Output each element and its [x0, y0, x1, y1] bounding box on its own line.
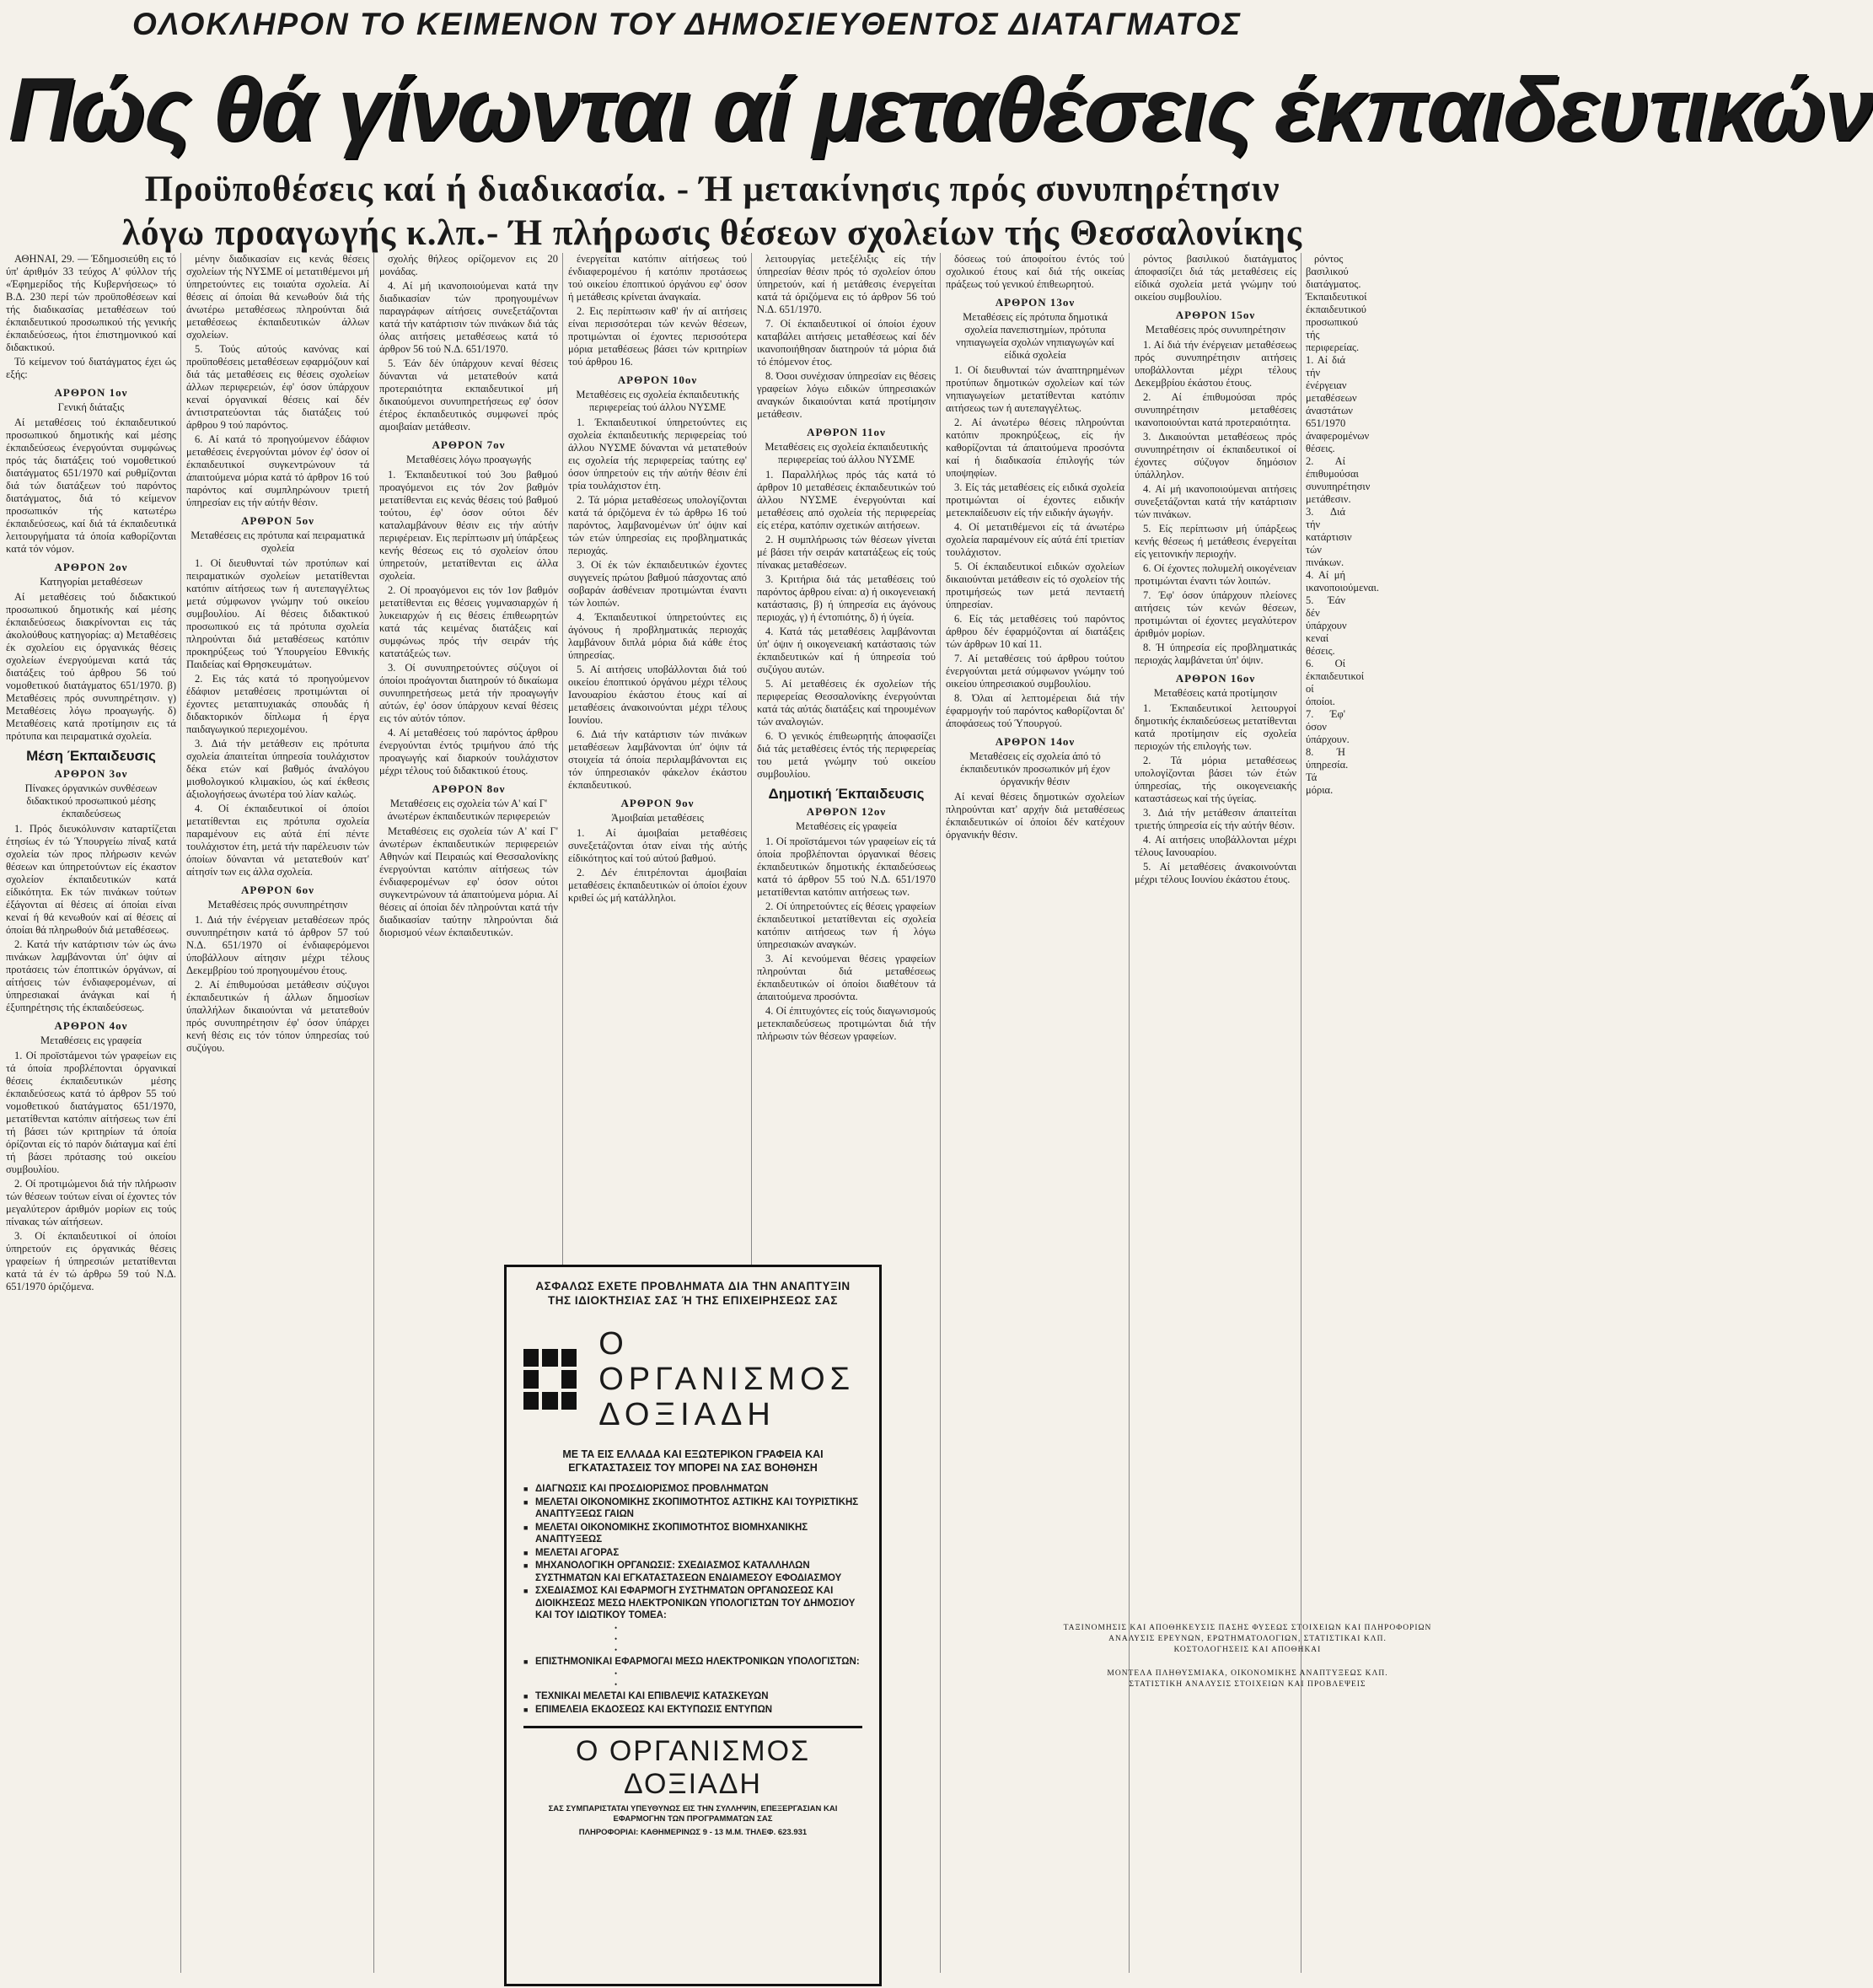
ad-service-item: ■ ΜΕΛΕΤΑΙ ΑΓΟΡΑΣ	[523, 1547, 862, 1560]
paragraph: 1. Οί διευθυνταί τών άναπτηρημένων προτύπων δημοτικών σχολείων καί τών νηπιαγωγείων μετατίθενται κατόπιν αιτήσεως των ή αυτεπαγγέλτως.	[946, 364, 1124, 414]
article-heading: ΑΡΘΡΟΝ 1ον	[54, 386, 128, 399]
paragraph: ένεργείται κατόπιν αίτήσεως τού ένδιαφερομένου ή κατόπιν προτάσεως τού οικείου έποπτικού όργάνου εφ' όσον ή μετάθεσις κρίνεται άναγκαία.	[568, 253, 747, 303]
paragraph: 3. Είς τάς μεταθέσεις είς ειδικά σχολεία προτιμώνται οί έχοντες ειδικήν μετεκπαίδευσιν είς τήν ειδικήν άγωγήν.	[946, 481, 1124, 518]
ad-subservice-item: • ΜΟΝΤΕΛΑ ΠΛΗΘΥΣΜΙΑΚΑ, ΟΙΚΟΝΟΜΙΚΗΣ ΑΝΑΠΤΥΞΕΩΣ ΚΛΠ.	[599, 1668, 1872, 1679]
paragraph: Αί μεταθέσεις τού έκπαιδευτικού προσωπικού δημοτικής καί μέσης έκπαιδεύσεως ένεργούνται συμφώνως πρός τάς διατάξεις τού νομοθετικού διατάγματος 651/1970 καί ρυθμίζονται διά τών διατάξεων τού παρόντος διατάγματος, διά τό κείμενον προσωπικόν τής κατωτέρω έκπαιδεύσεως, καί διά τά έκπαιδευτικά λειτουργήματα τά όποία καθορίζονται κατά τόν νόμον.	[6, 416, 176, 555]
ad-subservice-item: • ΚΟΣΤΟΛΟΓΗΣΕΙΣ ΚΑΙ ΑΠΟΘΗΚΑΙ	[599, 1645, 1872, 1655]
ad-service-item: ■ ΕΠΙΣΤΗΜΟΝΙΚΑΙ ΕΦΑΡΜΟΓΑΙ ΜΕΣΩ ΗΛΕΚΤΡΟΝΙΚΩΝ ΥΠΟΛΟΓΙΣΤΩΝ:	[523, 1656, 862, 1668]
paragraph: 2. Οί προτιμώμενοι διά τήν πλήρωσιν τών θέσεων τούτων είναι οί έχοντες τόν μεγαλύτερον άριθμόν μορίων εις τούς πίνακας τών αίτήσεων.	[6, 1178, 176, 1228]
section-heading: Δημοτική Έκπαιδευσις	[768, 786, 925, 802]
paragraph: 4. Έκπαιδευτικοί ύπηρετούντες εις άγόνους ή προβληματικάς περιοχάς λαμβάνουν διπλά μόρια διά κάθε έτος ύπηρεσίας.	[568, 611, 747, 661]
ad-services-list	[523, 1483, 1432, 1716]
paragraph: 2. Αί έπιθυμούσαι πρός συνυπηρέτησιν μεταθέσεις ικανοποιούνται κατά προτεραιότητα.	[1135, 391, 1296, 428]
paragraph: 1. Έκπαιδευτικοί ύπηρετούντες εις σχολεία έκπαιδευτικής περιφερείας τού άλλου ΝΥΣΜΕ δύνανται νά μετατεθούν εις σχολεία τής περιφερείας ταύτης εφ' όσον ύπηρετούν εις τήν αύτήν θέσιν έπί τρία τουλάχιστον έτη.	[568, 416, 747, 492]
paragraph: 2. Τά μόρια μεταθέσεως υπολογίζονται κατά τά όριζόμενα έν τώ άρθρω 16 τού παρόντος, λαμβανομένων ύπ' όψιν καί τών ετών ύπηρεσίας εις προβληματικάς περιοχάς.	[568, 494, 747, 556]
paragraph: ρόντος βασιλικού διατάγματος άποφασίζει διά τάς μεταθέσεις είς είδικά σχολεία μετά γνώμην τού οικείου συμβουλίου.	[1135, 253, 1296, 303]
paragraph: 3. Διά τήν μετάθεσιν εις πρότυπα σχολεία άπαιτείται ύπηρεσία τουλάχιστον δέκα ετών καί βαθμός άναλόγου μισθολογικού κλιμακίου, ώς καί έκθεσις άξιολογήσεως άνωτέρα τού λίαν καλώς.	[186, 738, 369, 800]
article-subheading: Μεταθέσεις πρός συνυπηρέτησιν	[207, 899, 348, 911]
advertisement	[504, 1265, 1432, 1986]
column-rule	[373, 253, 374, 1973]
paragraph: 2. Οί προαγόμενοι εις τόν 1ον βαθμόν μετατίθενται εις θέσεις γυμνασιαρχών ή λυκειαρχών ή εις θέσεις έπιθεωρητών κατά τάς κειμένας διατάξεις καί συμφώνως πρός τήν σειράν τής κατατάξεώς των.	[379, 584, 558, 659]
ad-headline: ΑΣΦΑΛΩΣ ΕΧΕΤΕ ΠΡΟΒΛΗΜΑΤΑ ΔΙΑ ΤΗΝ ΑΝΑΠΤΥΞΙΝ ΤΗΣ ΙΔΙΟΚΤΗΣΙΑΣ ΣΑΣ Ή ΤΗΣ ΕΠΙΧΕΙΡΗΣΕΩΣ ΣΑΣ	[535, 1280, 851, 1307]
paragraph: 4. Οί έπιτυχόντες είς τούς διαγωνισμούς μετεκπαιδεύσεως προτιμώνται διά τήν πλήρωσιν τών θέσεων γραφείων.	[757, 1005, 936, 1042]
paragraph: δόσεως τού άποφοίτου έντός τού σχολικού έτους καί διά τής οικείας πράξεως τού γενικού έπιθεωρητού.	[946, 253, 1124, 290]
paragraph: 6. Αί κατά τό προηγούμενον έδάφιον μεταθέσεις ένεργούνται μόνον έφ' όσον οί έκπαιδευτικοί συγκεντρώνουν τά άπαιτούμενα μόρια κατά τό άρθρον 16 τού παρόντος καί συμπληρώνουν τριετή ύπηρεσίαν εις τήν αύτήν θέσιν.	[186, 433, 369, 508]
ad-brand-line-1: Ο ΟΡΓΑΝΙΣΜΟΣ	[598, 1326, 856, 1397]
ad-subservice-item: • ΤΑΞΙΝΟΜΗΣΙΣ ΚΑΙ ΑΠΟΘΗΚΕΥΣΙΣ ΠΑΣΗΣ ΦΥΣΕΩΣ ΣΤΟΙΧΕΙΩΝ ΚΑΙ ΠΛΗΡΟΦΟΡΙΩΝ	[599, 1623, 1872, 1633]
paragraph: σχολής θήλεος ορίζομενον εις 20 μονάδας.	[379, 253, 558, 277]
article-heading: ΑΡΘΡΟΝ 6ον	[241, 884, 314, 896]
article-column-1	[3, 253, 180, 1988]
paragraph: 5. Αί μεταθέσεις άνακοινούνται μέχρι τέλους Ιουνίου έκάστου έτους.	[1135, 861, 1296, 885]
article-heading: ΑΡΘΡΟΝ 2ον	[54, 561, 128, 573]
article-subheading: Κατηγορίαι μεταθέσεων	[40, 576, 142, 588]
paragraph: 2. Κατά τήν κατάρτισιν τών ώς άνω πινάκων λαμβάνονται ύπ' όψιν αί προτάσεις τών έποπτικών όργάνων, αί αίτήσεις τών ένδιαφερομένων, αί ύπηρεσιακαί άνάγκαι καί ή έξυπηρέτησις τής έκπαιδεύσεως.	[6, 938, 176, 1013]
article-column-7	[1131, 253, 1300, 1988]
paragraph: 2. Αί άνωτέρω θέσεις πληρούνται κατόπιν προκηρύξεως, είς ήν καθορίζονται τά άπαιτούμενα προσόντα καί ή διαδικασία έπιλογής τών υποψηφίων.	[946, 416, 1124, 479]
paragraph: 8. Όλαι αί λεπτομέρειαι διά τήν έφαρμογήν τού παρόντος καθορίζονται δι' άποφάσεως τού Ύπουργού.	[946, 692, 1124, 729]
ad-service-item: ■ ΜΕΛΕΤΑΙ ΟΙΚΟΝΟΜΙΚΗΣ ΣΚΟΠΙΜΟΤΗΤΟΣ ΒΙΟΜΗΧΑΝΙΚΗΣ ΑΝΑΠΤΥΞΕΩΣ	[523, 1522, 862, 1546]
ad-footer	[523, 1726, 862, 1838]
kicker: ΟΛΟΚΛΗΡΟΝ ΤΟ ΚΕΙΜΕΝΟΝ ΤΟΥ ΔΗΜΟΣΙΕΥΘΕΝΤΟΣ ΔΙΑΤΑΓΜΑΤΟΣ	[131, 7, 1242, 41]
subheadline-2: λόγω προαγωγής κ.λπ.- Ή πλήρωσις θέσεων σχολείων τής Θεσσαλονίκης	[121, 213, 1303, 253]
paragraph: 2. Οί ύπηρετούντες είς θέσεις γραφείων έκπαιδευτικοί μετατίθενται είς σχολεία κατόπιν αιτήσεως των ή λόγω ύπηρεσιακών αναγκών.	[757, 900, 936, 950]
paragraph: 4. Αί μή ικανοποιούμεναι αιτήσεις συνεξετάζονται κατά τήν κατάρτισιν τών πινάκων.	[1135, 483, 1296, 520]
paragraph: 1. Οί προϊστάμενοι τών γραφείων είς τά όποία προβλέπονται όργανικαί θέσεις έκπαιδευτικών δημοτικής έκπαιδεύσεως κατά τό άρθρον 55 τού Ν.Δ. 651/1970 μετατίθενται κατόπιν αιτήσεως των.	[757, 835, 936, 898]
article-subheading: Μεταθέσεις λόγω προαγωγής	[406, 454, 531, 465]
ad-footer-tagline: ΣΑΣ ΣΥΜΠΑΡΙΣΤΑΤΑΙ ΥΠΕΥΘΥΝΩΣ ΕΙΣ ΤΗΝ ΣΥΛΛΗΨΙΝ, ΕΠΕΞΕΡΓΑΣΙΑΝ ΚΑΙ ΕΦΑΡΜΟΓΗΝ ΤΩΝ ΠΡΟΓΡΑΜΜΑΤΩΝ ΣΑΣ	[548, 1804, 838, 1824]
article-column-2	[183, 253, 373, 1988]
paragraph: 2. Τά μόρια μεταθέσεως υπολογίζονται βάσει τών έτών ύπηρεσίας, τής οικογενειακής καταστάσεως καί τής ύγείας.	[1135, 755, 1296, 804]
paragraph: 6. Είς τάς μεταθέσεις τού παρόντος άρθρου δέν έφαρμόζονται αί διατάξεις τών άρθρων 10 καί 11.	[946, 613, 1124, 650]
paragraph: 5. Οί έκπαιδευτικοί ειδικών σχολείων δικαιούνται μετάθεσιν είς τό σχολείον τής προτιμήσεώς των μετά πενταετή ύπηρεσίαν.	[946, 561, 1124, 610]
paragraph: 7. Έφ' όσον ύπάρχουν πλείονες αιτήσεις τών κενών θέσεων, προτιμώνται οί έχοντες μεγαλύτερον άριθμόν μορίων.	[1135, 589, 1296, 639]
article-heading: ΑΡΘΡΟΝ 7ον	[432, 438, 506, 451]
paragraph: 1. Έκπαιδευτικοί τού 3ου βαθμού προαγόμενοι εις τόν 2ον βαθμόν μετατίθενται εις κενάς θέσεις τού βαθμού τούτου, έφ' όσον ούτοι δέν καταλαμβάνουν θέσιν εις τήν αύτήν περιφέρειαν. Εις περίπτωσιν μή ύπάρξεως κενής θέσεως εις τό σχολείον όπου ύπηρετούν, μετατίθενται εις άλλα σχολεία.	[379, 469, 558, 582]
ad-service-item: ■ ΕΠΙΜΕΛΕΙΑ ΕΚΔΟΣΕΩΣ ΚΑΙ ΕΚΤΥΠΩΣΙΣ ΕΝΤΥΠΩΝ	[523, 1704, 862, 1717]
article-subheading: Μεταθέσεις είς γραφεία	[796, 820, 897, 832]
article-subheading: Άμοιβαίαι μεταθέσεις	[611, 812, 704, 824]
article-subheading: Μεταθέσεις εις σχολεία έκπαιδευτικής περιφερείας τού άλλου ΝΥΣΜΕ	[576, 389, 739, 413]
paragraph: 3. Οί έκ τών έκπαιδευτικών έχοντες συγγενείς πρώτου βαθμού πάσχοντας από σοβαράν άσθένειαν προτιμώνται έναντι τών λοιπών.	[568, 559, 747, 609]
ad-service-item: ■ ΤΕΧΝΙΚΑΙ ΜΕΛΕΤΑΙ ΚΑΙ ΕΠΙΒΛΕΨΙΣ ΚΑΤΑΣΚΕΥΩΝ	[523, 1690, 862, 1703]
paragraph: 4. Αί μή ικανοποιούμεναι κατά την διαδικασίαν τών προηγουμένων παραγράφων αίτήσεις συνεξετάζονται κατά τήν κατάρτισιν τών πινάκων διά τάς όλας αιτήσεις μεταθέσεως κατά τό άρθρον 56 τού Ν.Δ. 651/1970.	[379, 280, 558, 355]
paragraph: 2. Αί έπιθυμούσαι μετάθεσιν σύζυγοι έκπαιδευτικών ή άλλων δημοσίων ύπαλλήλων δικαιούνται νά μετατεθούν πρός συνυπηρέτησιν έφ' όσον ύπάρχει κενή θέσις εις τόν τόπον ύπηρεσίας τού συζύγου.	[186, 979, 369, 1054]
ad-service-item: ■ ΣΧΕΔΙΑΣΜΟΣ ΚΑΙ ΕΦΑΡΜΟΓΗ ΣΥΣΤΗΜΑΤΩΝ ΟΡΓΑΝΩΣΕΩΣ ΚΑΙ ΔΙΟΙΚΗΣΕΩΣ ΜΕΣΩ ΗΛΕΚΤΡΟΝΙΚΩΝ ΥΠΟΛΟΓΙΣΤΩΝ ΤΟΥ ΔΗΜΟΣΙΟΥ ΚΑΙ ΤΟΥ ΙΔΙΩΤΙΚΟΥ ΤΟΜΕΑ:	[523, 1585, 862, 1622]
paragraph: 5. Έάν δέν ύπάρχουν κεναί θέσεις δύνανται νά μετατεθούν κατά προτεραιότητα εκπαιδευτικοί μή δικαιούμενοι συνυπηρετήσεως εφ' όσον έτέρος έκπαιδευτικός συμφωνεί πρός αμοιβαίαν μετάθεσιν.	[379, 357, 558, 433]
article-column-6	[942, 253, 1128, 1988]
article-heading: ΑΡΘΡΟΝ 4ον	[54, 1019, 128, 1032]
paragraph: 1. Πρός διευκόλυνσιν καταρτίζεται έτησίως έν τώ Ύπουργείω πίναξ κατά σχολεία τών προς πλήρωσιν κενών θέσεων και ύπηρετούντων είς έκαστον σχολείον έκπαιδευτικών κατά είδικότητα. Εκ τών πινάκων τούτων έξάγονται αί θέσεις αί όποίαι είναι κεναί ή θά κενωθούν καί αί θέσεις αί όποίαι θά πληρωθούν διά μεταθέσεως.	[6, 823, 176, 936]
paragraph: 1. Οί διευθυνταί τών προτύπων καί πειραματικών σχολείων μετατίθενται κατόπιν αίτήσεως των ή αυτεπαγγέλτως μετά σύμφωνον γνώμην τού οικείου συμβουλίου. Αί θέσεις διδακτικού προσωπικού εις τά πρότυπα σχολεία πληρούνται διά μεταθέσεως κατόπιν προκηρύξεως τού Ύπουργείου Εθνικής Παιδείας καί Θρησκευμάτων.	[186, 557, 369, 670]
paragraph: 5. Τούς αύτούς κανόνας καί προϋποθέσεις μεταθέσεων εφαρμόζουν καί διά τάς μεταθέσεις εις θέσεις σχολείων άλλων περιφερειών, έφ' όσον ύπάρχουν κεναί όργανικαί θέσεις καί δέν άντιστρατεύονται τάς διατάξεις τού άρθρου 9 τού παρόντος.	[186, 343, 369, 431]
article-subheading: Μεταθέσεις πρός συνυπηρέτησιν	[1146, 324, 1285, 336]
ad-footer-brand: Ο ΟΡΓΑΝΙΣΜΟΣ ΔΟΞΙΑΔΗ	[575, 1735, 811, 1800]
paragraph: 8. Όσοι συνέχισαν ύπηρεσίαν εις θέσεις γραφείων λόγω ειδικών ύπηρεσιακών αναγκών δικαιούνται κατά προτίμησιν μετάθεσιν.	[757, 370, 936, 420]
ad-service-item: ■ ΜΕΛΕΤΑΙ ΟΙΚΟΝΟΜΙΚΗΣ ΣΚΟΠΙΜΟΤΗΤΟΣ ΑΣΤΙΚΗΣ ΚΑΙ ΤΟΥΡΙΣΤΙΚΗΣ ΑΝΑΠΤΥΞΕΩΣ ΓΑΙΩΝ	[523, 1496, 862, 1521]
paragraph: 6. Οί έχοντες πολυμελή οικογένειαν προτιμώνται έναντι τών λοιπών.	[1135, 562, 1296, 587]
ad-brand	[523, 1326, 862, 1432]
article-subheading: Μεταθέσεις είς πρότυπα δημοτικά σχολεία πανεπιστημίων, πρότυπα νηπιαγωγεία σχολών νηπιαγωγών καί είδικά σχολεία	[956, 311, 1114, 361]
article-heading: ΑΡΘΡΟΝ 5ον	[241, 514, 314, 527]
ad-brand-line-2: ΔΟΞΙΑΔΗ	[598, 1397, 775, 1432]
intro-paragraph: Τό κείμενον τού διατάγματος έχει ώς εξής:	[6, 356, 176, 380]
article-heading: ΑΡΘΡΟΝ 12ον	[806, 805, 887, 818]
paragraph: 3. Διά τήν μετάθεσιν άπαιτείται τριετής ύπηρεσία είς τήν αύτήν θέσιν.	[1135, 807, 1296, 831]
ad-subservice-item: • ΑΝΑΛΥΣΙΣ ΕΡΕΥΝΩΝ, ΕΡΩΤΗΜΑΤΟΛΟΓΙΩΝ, ΣΤΑΤΙΣΤΙΚΑΙ ΚΛΠ.	[599, 1634, 1872, 1644]
article-heading: ΑΡΘΡΟΝ 15ον	[1175, 309, 1256, 321]
paragraph: 7. Οί έκπαιδευτικοί οί όποίοι έχουν καταβάλει αιτήσεις μεταθέσεως καί δέν ικανοποιήθησαν διατηρούν τά μόρια διά τό έπόμενον έτος.	[757, 318, 936, 368]
ad-brand-name	[598, 1326, 862, 1432]
paragraph: 3. Δικαιούνται μεταθέσεως πρός συνυπηρέτησιν οί έκπαιδευτικοί οί έχοντες σύζυγον δημόσιον ύπάλληλον.	[1135, 431, 1296, 481]
article-subheading: Μεταθέσεις εις σχολεία τών Α' καί Γ' άνωτέρων έκπαιδευτικών περιφερειών	[387, 798, 550, 822]
paragraph: Μεταθέσεις εις σχολεία τών Α' καί Γ' άνωτέρων έκπαιδευτικών περιφερειών Αθηνών καί Πειραιώς καί Θεσσαλονίκης ένεργούνται κατόπιν αίτήσεως τών ένδιαφερομένων εφ' όσον ούτοι συγκεντρώνουν τά άπαιτούμενα μόρια. Αί θέσεις αί όποίαι δέν πληρούνται κατά τήν διαδικασίαν ταύτην πληρούνται διά διορισμού νέων έκπαιδευτικών.	[379, 825, 558, 938]
article-subheading: Μεταθέσεις είς σχολεία άπό τό έκπαιδευτικόν προσωπικόν μή έχον όργανικήν θέσιν	[960, 750, 1110, 787]
paragraph: 4. Οί μετατιθέμενοι είς τά άνωτέρω σχολεία παραμένουν είς αύτά έπί τριετίαν τουλάχιστον.	[946, 521, 1124, 558]
article-subheading: Γενική διάταξις	[57, 401, 125, 413]
article-subheading: Πίνακες όργανικών συνθέσεων διδακτικού προσωπικού μέσης έκπαιδεύσεως	[24, 782, 158, 819]
article-column-8	[1302, 253, 1380, 1988]
paragraph: 7. Αί μεταθέσεις τού άρθρου τούτου ένεργούνται μετά σύμφωνον γνώμην τού οικείου ύπηρεσιακού συμβουλίου.	[946, 653, 1124, 690]
paragraph: 8. Ή ύπηρεσία είς προβληματικάς περιοχάς λαμβάνεται ύπ' όψιν.	[1135, 642, 1296, 666]
paragraph: 1. Αί άμοιβαίαι μεταθέσεις συνεξετάζονται όταν είναι τής αύτής είδικότητος καί τού αύτού βαθμού.	[568, 827, 747, 864]
paragraph: 4. Οί έκπαιδευτικοί οί όποίοι μετατίθενται εις πρότυπα σχολεία παραμένουν εις αύτά έπί πέντε τουλάχιστον έτη, μετά τήν παρέλευσιν τών όποίων δύνανται νά μετατεθούν κατ' αίτησίν των εις άλλα σχολεία.	[186, 803, 369, 878]
paragraph: μένην διαδικασίαν εις κενάς θέσεις σχολείων τής ΝΥΣΜΕ οί μετατιθέμενοι μή ύπηρετούντες εις τοιαύτα σχολεία. Αί θέσεις αί όποίαι θά κενωθούν διά τής άνωτέρω μεταθέσεως πληρούνται διά μεταθέσεως έκπαιδευτικών άλλων σχολείων.	[186, 253, 369, 341]
paragraph: 1. Έκπαιδευτικοί λειτουργοί δημοτικής έκπαιδεύσεως μετατίθενται κατά προτίμησιν είς σχολεία περιοχών τής επιλογής των.	[1135, 702, 1296, 752]
article-subheading: Μεταθέσεις εις πρότυπα καί πειραματικά σχολεία	[191, 529, 365, 554]
ad-service-item: ■ ΜΗΧΑΝΟΛΟΓΙΚΗ ΟΡΓΑΝΩΣΙΣ: ΣΧΕΔΙΑΣΜΟΣ ΚΑΤΑΛΛΗΛΩΝ ΣΥΣΤΗΜΑΤΩΝ ΚΑΙ ΕΓΚΑΤΑΣΤΑΣΕΩΝ ΕΝΔΙΑΜΕΣΟΥ ΕΦΟΔΙΑΣΜΟΥ	[523, 1560, 862, 1584]
article-heading: ΑΡΘΡΟΝ 14ον	[995, 735, 1076, 748]
paragraph: 6. Διά τήν κατάρτισιν τών πινάκων μεταθέσεων λαμβάνονται ύπ' όψιν τά στοιχεία τά όποία περιλαμβάνονται εις τόν ύπηρεσιακόν φάκελον έκάστου έκπαιδευτικού.	[568, 728, 747, 791]
paragraph: 4. Αί μεταθέσεις τού παρόντος άρθρου ένεργούνται έντός τριμήνου άπό τής προαγωγής καί διαρκούν τουλάχιστον μέχρι τέλους τού διδακτικού έτους.	[379, 727, 558, 776]
ad-footer-contact: ΠΛΗΡΟΦΟΡΙΑΙ: ΚΑΘΗΜΕΡΙΝΩΣ 9 - 13 Μ.Μ. ΤΗΛΕΦ. 623.931	[578, 1828, 808, 1837]
paragraph: ρόντος βασιλικού διατάγματος. Έκπαιδευτικοί έκπαιδευτικού προσωπικού τής περιφερείας. 1. Αί διά τήν ένέργειαν μεταθέσεων άναστάτων 651/1970 άναφερομένων θέσεις. 2. Αί έπιθυμούσαι συνυπηρέτησιν μετάθεσιν. 3. Διά τήν κατάρτισιν τών πινάκων. 4. Αί μή ικανοποιούμεναι. 5. Έάν δέν ύπάρχουν κεναί θέσεις. 6. Οί έκπαιδευτικοί οί όποίοι. 7. Έφ' όσον ύπάρχουν. 8. Ή ύπηρεσία. Τά μόρια.	[1306, 253, 1380, 796]
column-rule	[1129, 253, 1130, 1973]
headline: Πώς θά γίνωνται αί μεταθέσεις έκπαιδευτικών	[8, 60, 1873, 159]
section-heading: Μέση Έκπαιδευσις	[26, 748, 156, 764]
article-heading: ΑΡΘΡΟΝ 9ον	[620, 797, 695, 809]
ad-service-item: ■ ΔΙΑΓΝΩΣΙΣ ΚΑΙ ΠΡΟΣΔΙΟΡΙΣΜΟΣ ΠΡΟΒΛΗΜΑΤΩΝ	[523, 1483, 862, 1496]
article-subheading: Μεταθέσεις κατά προτίμησιν	[1153, 687, 1278, 699]
paragraph: 1. Αί διά τήν ένέργειαν μεταθέσεως πρός συνυπηρέτησιν αιτήσεις υποβάλλονται μέχρι τέλους Δεκεμβρίου έκάστου έτους.	[1135, 339, 1296, 389]
article-heading: ΑΡΘΡΟΝ 3ον	[54, 767, 128, 780]
article-heading: ΑΡΘΡΟΝ 8ον	[432, 782, 506, 795]
paragraph: Αί μεταθέσεις τού διδακτικού προσωπικού δημοτικής καί μέσης έκπαιδεύσεως διακρίνονται εις τάς άκολούθους κατηγορίας: α) Μεταθέσεις έκ σχολείου εις όργανικάς θέσεις σχολείων ένεργούμεναι κατά τάς διατάξεις τού άρθρου 56 τού νομοθετικού διατάγματος 651/1970. β) Μεταθέσεις πρός συνυπηρέτησιν. γ) Μεταθέσεις λόγω προαγωγής. δ) Μεταθέσεις κατά προτίμησιν εις τά πρότυπα και πειραματικά σχολεία.	[6, 591, 176, 742]
paragraph: 1. Παραλλήλως πρός τάς κατά τό άρθρον 10 μεταθέσεις έκπαιδευτικών τού άλλου ΝΥΣΜΕ ένεργούνται καί μεταθέσεις από σχολεία τής περιφερείας είς ετέρα, κατόπιν σχετικών αιτήσεων.	[757, 469, 936, 531]
paragraph: 2. Εις τάς κατά τό προηγούμενον έδάφιον μεταθέσεις προτιμώνται οί έχοντες μεταπτυχιακάς σπουδάς ή διδακτορικόν δίπλωμα ή έργα παιδαγωγικού περιεχομένου.	[186, 673, 369, 735]
paragraph: λειτουργίας μετεξέλιξις είς τήν ύπηρεσίαν θέσιν πρός τό σχολείον όπου ύπηρετούν, καί ή μετάθεσις ένεργείται κατά τά όριζόμενα εις τό άρθρον 56 τού Ν.Δ. 651/1970.	[757, 253, 936, 315]
article-heading: ΑΡΘΡΟΝ 11ον	[807, 426, 886, 438]
article-subheading: Μεταθέσεις εις γραφεία	[40, 1034, 142, 1046]
ad-subheading: ΜΕ ΤΑ ΕΙΣ ΕΛΛΑΔΑ ΚΑΙ ΕΞΩΤΕΡΙΚΟΝ ΓΡΑΦΕΙΑ ΚΑΙ ΕΓΚΑΤΑΣΤΑΣΕΙΣ ΤΟΥ ΜΠΟΡΕΙ ΝΑ ΣΑΣ ΒΟΗΘΗΣΗ	[562, 1448, 824, 1474]
paragraph: 2. Η συμπλήρωσις τών θέσεων γίνεται μέ βάσει τήν σειράν κατατάξεως είς τούς πίνακας μεταθέσεων.	[757, 534, 936, 571]
paragraph: 5. Αί αιτήσεις υποβάλλονται διά τού οικείου έποπτικού όργάνου μέχρι τέλους Ιανουαρίου έκάστου έτους καί αί μεταθέσεις άνακοινούνται μέχρι τέλους Ιουνίου.	[568, 664, 747, 726]
paragraph: 3. Οί έκπαιδευτικοί οί όποίοι ύπηρετούν εις όργανικάς θέσεις γραφείων ή ύπηρεσιών μετατίθενται κατά τά έν τώ άρθρω 59 τού Ν.Δ. 651/1970 όριζόμενα.	[6, 1230, 176, 1292]
intro-paragraph: ΑΘΗΝΑΙ, 29. — Έδημοσιεύθη εις τό ύπ' άριθμόν 33 τεύχος Α' φύλλον τής «Έφημερίδος τής Κυβερνήσεως» τό Β.Δ. 230 περί τών προϋποθέσεων καί τής διαδικασίας μεταθέσεων τού έκπαιδευτικού προσωπικού τής γενικής έκπαιδεύσεως, ήτοι έπιστημονικού καί διδακτικού.	[6, 253, 176, 353]
paragraph: 5. Αί μεταθέσεις έκ σχολείων τής περιφερείας Θεσσαλονίκης ένεργούνται κατά τάς αύτάς διατάξεις καί τηρουμένων τών αναλογιών.	[757, 678, 936, 728]
paragraph: 5. Είς περίπτωσιν μή ύπάρξεως κενής θέσεως ή μετάθεσις ένεργείται είς γειτονικήν περιοχήν.	[1135, 523, 1296, 560]
column-rule	[940, 253, 941, 1973]
paragraph: 2. Εις περίπτωσιν καθ' ήν αί αιτήσεις είναι περισσότεραι τών κενών θέσεων, προτιμώνται οί έχοντες περισσότερα μόρια μεταθέσεως βάσει τών κριτηρίων τού άρθρου 16.	[568, 305, 747, 368]
paragraph: 3. Οί συνυπηρετούντες σύζυγοι οί όποίοι προάγονται διατηρούν τό δικαίωμα συνυπηρετήσεως μετά τήν προαγωγήν αύτών, έφ' όσον ύπάρχουν κεναί θέσεις εις τόν αύτόν τόπον.	[379, 662, 558, 724]
article-heading: ΑΡΘΡΟΝ 13ον	[995, 296, 1076, 309]
article-heading: ΑΡΘΡΟΝ 10ον	[617, 373, 698, 386]
paragraph: 6. Ό γενικός έπιθεωρητής άποφασίζει διά τάς μεταθέσεις έντός τής περιφερείας του μετά γνώμην τού οικείου συμβουλίου.	[757, 730, 936, 780]
paragraph: Αί κεναί θέσεις δημοτικών σχολείων πληρούνται κατ' αρχήν διά μεταθέσεως έκπαιδευτικών οί όποίοι δέν κατέχουν όργανικήν θέσιν.	[946, 791, 1124, 841]
paragraph: 1. Οί προϊστάμενοι τών γραφείων εις τά όποία προβλέπονται όργανικαί θέσεις έκπαιδευτικών μέσης έκπαιδεύσεως κατά τό άρθρον 55 τού νομοθετικού διατάγματος 651/1970, μετατίθενται κατόπιν αίτήσεως των έπί τή βάσει τών κριτηρίων τά όποία όρίζονται είς τό παρόν διάταγμα καί έπί τή βάσει πρότασης τού οικείου συμβουλίου.	[6, 1050, 176, 1175]
subheadline-1: Προϋποθέσεις καί ή διαδικασία. - Ή μετακίνησις πρός συνυπηρέτησιν	[144, 169, 1280, 209]
ad-subservice-item: • ΣΤΑΤΙΣΤΙΚΗ ΑΝΑΛΥΣΙΣ ΣΤΟΙΧΕΙΩΝ ΚΑΙ ΠΡΟΒΛΕΨΕΙΣ	[599, 1679, 1872, 1690]
paragraph: 3. Κριτήρια διά τάς μεταθέσεις τού παρόντος άρθρου είναι: α) ή οικογενειακή κατάστασις, β) ή ύπηρεσία εις άγόνους περιοχάς, γ) ή έντοπιότης, δ) ή ύγεία.	[757, 573, 936, 623]
article-subheading: Μεταθέσεις εις σχολεία έκπαιδευτικής περιφερείας τού άλλου ΝΥΣΜΕ	[765, 441, 928, 465]
article-heading: ΑΡΘΡΟΝ 16ον	[1175, 672, 1256, 685]
paragraph: 4. Αί αιτήσεις υποβάλλονται μέχρι τέλους Ιανουαρίου.	[1135, 834, 1296, 858]
paragraph: 3. Αί κενούμεναι θέσεις γραφείων πληρούνται διά μεταθέσεως έκπαιδευτικών οί όποίοι διαθέτουν τά άπαιτούμενα προσόντα.	[757, 953, 936, 1002]
column-rule	[180, 253, 181, 1973]
paragraph: 1. Διά τήν ένέργειαν μεταθέσεων πρός συνυπηρέτησιν κατά τό άρθρον 57 τού Ν.Δ. 651/1970 οί ένδιαφερόμενοι ύποβάλλουν αίτησιν μέχρι τέλους Δεκεμβρίου τού προηγουμένου έτους.	[186, 914, 369, 976]
grid-logo-icon	[523, 1349, 577, 1410]
paragraph: 2. Δέν έπιτρέπονται άμοιβαίαι μεταθέσεις έκπαιδευτικών οί όποίοι έχουν κριθεί ώς μή κατάλληλοι.	[568, 867, 747, 904]
paragraph: 4. Κατά τάς μεταθέσεις λαμβάνονται ύπ' όψιν ή οικογενειακή κατάστασις τών έκπαιδευτικών καί ή ύπηρεσία τού συζύγου αυτών.	[757, 626, 936, 675]
